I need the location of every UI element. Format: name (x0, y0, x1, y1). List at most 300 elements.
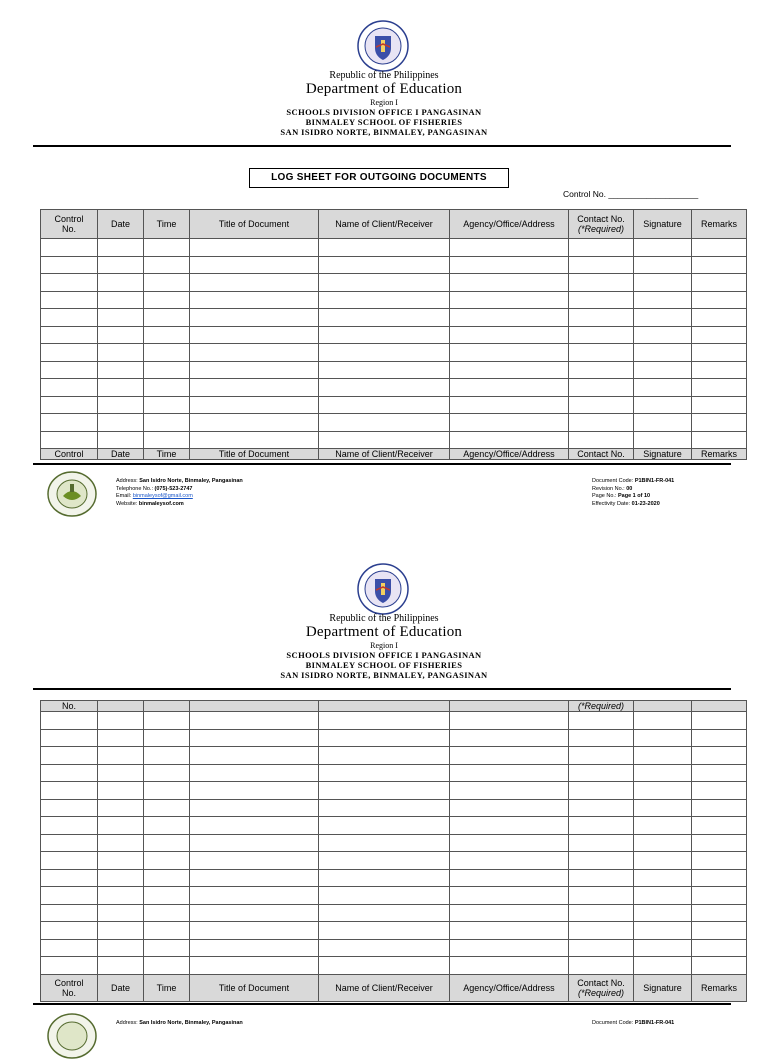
cell-contact-no[interactable] (569, 887, 634, 905)
doc-code-label: Document Code: (592, 1020, 634, 1026)
cell-remarks[interactable] (692, 256, 747, 274)
cell-title-of-document[interactable] (190, 764, 319, 782)
cell-control-no[interactable] (41, 291, 98, 309)
cell-remarks[interactable] (692, 764, 747, 782)
table-row (41, 431, 747, 449)
cell-remarks[interactable] (692, 309, 747, 327)
cell-title-of-document[interactable] (190, 239, 319, 257)
cell-control-no[interactable] (41, 817, 98, 835)
cell-title-of-document[interactable] (190, 379, 319, 397)
cell-client-receiver[interactable] (319, 852, 450, 870)
cell-client-receiver[interactable] (319, 256, 450, 274)
cell-title-of-document[interactable] (190, 414, 319, 432)
cell-contact-no[interactable] (569, 431, 634, 449)
cell-date[interactable] (98, 852, 144, 870)
cell-signature[interactable] (634, 431, 692, 449)
cell-client-receiver[interactable] (319, 431, 450, 449)
column-header-contact-no (569, 449, 634, 460)
cell-remarks[interactable] (692, 904, 747, 922)
cell-time[interactable] (144, 939, 190, 957)
cell-title-of-document[interactable] (190, 344, 319, 362)
cell-agency-office-address[interactable] (450, 414, 569, 432)
cell-agency-office-address[interactable] (450, 291, 569, 309)
school-seal-icon (46, 470, 98, 518)
cell-time[interactable] (144, 817, 190, 835)
cell-date[interactable] (98, 291, 144, 309)
cell-agency-office-address[interactable] (450, 869, 569, 887)
cell-control-no[interactable] (41, 729, 98, 747)
cell-agency-office-address[interactable] (450, 309, 569, 327)
cell-signature[interactable] (634, 361, 692, 379)
cell-date[interactable] (98, 957, 144, 975)
website-label: Website: (116, 500, 138, 507)
cell-title-of-document[interactable] (190, 431, 319, 449)
cell-remarks[interactable] (692, 379, 747, 397)
cell-date[interactable] (98, 869, 144, 887)
table-row (41, 957, 747, 975)
cell-title-of-document[interactable] (190, 291, 319, 309)
cell-client-receiver[interactable] (319, 274, 450, 292)
cell-time[interactable] (144, 922, 190, 940)
cell-signature[interactable] (634, 957, 692, 975)
column-header-contact-no (569, 210, 634, 239)
cell-agency-office-address[interactable] (450, 782, 569, 800)
cell-contact-no[interactable] (569, 326, 634, 344)
cell-client-receiver[interactable] (319, 869, 450, 887)
cell-client-receiver[interactable] (319, 817, 450, 835)
division-text: SCHOOLS DIVISION OFFICE I PANGASINAN (286, 650, 482, 660)
cell-client-receiver[interactable] (319, 291, 450, 309)
header-divider (33, 688, 731, 690)
column-header-client-receiver (319, 974, 450, 1001)
cell-date[interactable] (98, 817, 144, 835)
cell-time[interactable] (144, 379, 190, 397)
cell-signature[interactable] (634, 869, 692, 887)
cell-date[interactable] (98, 799, 144, 817)
cell-signature[interactable] (634, 834, 692, 852)
cell-time[interactable] (144, 869, 190, 887)
cell-signature[interactable] (634, 274, 692, 292)
cell-control-no[interactable] (41, 431, 98, 449)
cell-signature[interactable] (634, 239, 692, 257)
cell-date[interactable] (98, 379, 144, 397)
cell-title-of-document[interactable] (190, 274, 319, 292)
cell-date[interactable] (98, 431, 144, 449)
cell-client-receiver[interactable] (319, 957, 450, 975)
cell-title-of-document[interactable] (190, 782, 319, 800)
footer-divider (33, 463, 731, 465)
cell-title-of-document[interactable] (190, 361, 319, 379)
cell-signature[interactable] (634, 379, 692, 397)
cell-signature[interactable] (634, 764, 692, 782)
cell-client-receiver[interactable] (319, 799, 450, 817)
table-row (41, 239, 747, 257)
cell-client-receiver[interactable] (319, 396, 450, 414)
cell-control-no[interactable] (41, 239, 98, 257)
cell-client-receiver[interactable] (319, 887, 450, 905)
cell-client-receiver[interactable] (319, 904, 450, 922)
cell-remarks[interactable] (692, 344, 747, 362)
table-row (41, 782, 747, 800)
log-table-page-2 (40, 700, 747, 1002)
cell-signature[interactable] (634, 344, 692, 362)
cell-title-of-document[interactable] (190, 326, 319, 344)
cell-agency-office-address[interactable] (450, 239, 569, 257)
cell-client-receiver[interactable] (319, 939, 450, 957)
cell-contact-no[interactable] (569, 712, 634, 730)
cell-remarks[interactable] (692, 747, 747, 765)
cell-time[interactable] (144, 957, 190, 975)
cell-agency-office-address[interactable] (450, 887, 569, 905)
cell-remarks[interactable] (692, 239, 747, 257)
cell-date[interactable] (98, 344, 144, 362)
cell-control-no[interactable] (41, 274, 98, 292)
cell-signature[interactable] (634, 326, 692, 344)
cell-date[interactable] (98, 256, 144, 274)
header-text: Signature (643, 982, 682, 993)
cell-contact-no[interactable] (569, 782, 634, 800)
deped-seal-icon (357, 563, 409, 615)
column-header-control-no (41, 210, 98, 239)
cell-client-receiver[interactable] (319, 782, 450, 800)
cell-date[interactable] (98, 922, 144, 940)
cell-signature[interactable] (634, 747, 692, 765)
cell-remarks[interactable] (692, 922, 747, 940)
cell-control-no[interactable] (41, 309, 98, 327)
header-text: Signature (643, 219, 682, 229)
cell-agency-office-address[interactable] (450, 922, 569, 940)
cell-contact-no[interactable] (569, 379, 634, 397)
cell-date[interactable] (98, 887, 144, 905)
cell-date[interactable] (98, 396, 144, 414)
column-header-signature (634, 974, 692, 1001)
column-header-date (98, 701, 144, 712)
cell-control-no[interactable] (41, 834, 98, 852)
cell-control-no[interactable] (41, 344, 98, 362)
cell-client-receiver[interactable] (319, 729, 450, 747)
cell-time[interactable] (144, 344, 190, 362)
cell-title-of-document[interactable] (190, 957, 319, 975)
cell-agency-office-address[interactable] (450, 817, 569, 835)
cell-remarks[interactable] (692, 431, 747, 449)
cell-remarks[interactable] (692, 414, 747, 432)
column-header-agency-office-address (450, 210, 569, 239)
cell-remarks[interactable] (692, 957, 747, 975)
header-text: Signature (643, 449, 682, 459)
header-text: Remarks (700, 982, 737, 993)
cell-control-no[interactable] (41, 361, 98, 379)
cell-control-no[interactable] (41, 887, 98, 905)
cell-agency-office-address[interactable] (450, 957, 569, 975)
cell-remarks[interactable] (692, 361, 747, 379)
table-row (41, 326, 747, 344)
header-divider (33, 145, 731, 147)
cell-title-of-document[interactable] (190, 799, 319, 817)
cell-control-no[interactable] (41, 869, 98, 887)
cell-agency-office-address[interactable] (450, 431, 569, 449)
column-header-signature (634, 210, 692, 239)
cell-title-of-document[interactable] (190, 729, 319, 747)
division-text: SCHOOLS DIVISION OFFICE I PANGASINAN (286, 107, 482, 117)
cell-contact-no[interactable] (569, 396, 634, 414)
cell-signature[interactable] (634, 799, 692, 817)
cell-signature[interactable] (634, 414, 692, 432)
cell-client-receiver[interactable] (319, 747, 450, 765)
cell-date[interactable] (98, 764, 144, 782)
cell-contact-no[interactable] (569, 414, 634, 432)
cell-date[interactable] (98, 939, 144, 957)
cell-time[interactable] (144, 431, 190, 449)
cell-remarks[interactable] (692, 274, 747, 292)
column-header-title-of-document (190, 449, 319, 460)
cell-control-no[interactable] (41, 957, 98, 975)
header-text: Contact No. (577, 977, 625, 988)
table-row (41, 904, 747, 922)
cell-client-receiver[interactable] (319, 922, 450, 940)
cell-control-no[interactable] (41, 379, 98, 397)
cell-time[interactable] (144, 764, 190, 782)
cell-time[interactable] (144, 414, 190, 432)
address-block (116, 478, 243, 508)
cell-contact-no[interactable] (569, 239, 634, 257)
cell-agency-office-address[interactable] (450, 712, 569, 730)
cell-signature[interactable] (634, 887, 692, 905)
cell-time[interactable] (144, 782, 190, 800)
cell-contact-no[interactable] (569, 939, 634, 957)
school-name: BINMALEY SCHOOL OF FISHERIES (305, 660, 463, 670)
cell-title-of-document[interactable] (190, 396, 319, 414)
cell-control-no[interactable] (41, 764, 98, 782)
cell-time[interactable] (144, 799, 190, 817)
document-code-block (592, 478, 674, 508)
cell-date[interactable] (98, 782, 144, 800)
cell-remarks[interactable] (692, 291, 747, 309)
cell-contact-no[interactable] (569, 309, 634, 327)
address-value: San Isidro Norte, Binmaley, Pangasinan (139, 1020, 243, 1026)
header-text: Time (156, 449, 177, 459)
cell-agency-office-address[interactable] (450, 379, 569, 397)
cell-signature[interactable] (634, 904, 692, 922)
cell-client-receiver[interactable] (319, 764, 450, 782)
table-row (41, 817, 747, 835)
cell-agency-office-address[interactable] (450, 852, 569, 870)
cell-time[interactable] (144, 729, 190, 747)
cell-contact-no[interactable] (569, 852, 634, 870)
cell-title-of-document[interactable] (190, 817, 319, 835)
column-header-time (144, 449, 190, 460)
cell-client-receiver[interactable] (319, 344, 450, 362)
cell-contact-no[interactable] (569, 799, 634, 817)
cell-agency-office-address[interactable] (450, 396, 569, 414)
column-header-remarks (692, 210, 747, 239)
cell-client-receiver[interactable] (319, 712, 450, 730)
header-text: Name of Client/Receiver (335, 982, 433, 993)
header-text: Title of Document (218, 219, 290, 229)
cell-time[interactable] (144, 361, 190, 379)
cell-client-receiver[interactable] (319, 361, 450, 379)
cell-time[interactable] (144, 852, 190, 870)
cell-title-of-document[interactable] (190, 852, 319, 870)
cell-time[interactable] (144, 396, 190, 414)
cell-date[interactable] (98, 729, 144, 747)
cell-title-of-document[interactable] (190, 904, 319, 922)
column-header-control-no (41, 701, 98, 712)
cell-agency-office-address[interactable] (450, 274, 569, 292)
cell-time[interactable] (144, 239, 190, 257)
cell-control-no[interactable] (41, 922, 98, 940)
cell-title-of-document[interactable] (190, 887, 319, 905)
cell-signature[interactable] (634, 396, 692, 414)
cell-agency-office-address[interactable] (450, 764, 569, 782)
cell-time[interactable] (144, 834, 190, 852)
cell-contact-no[interactable] (569, 291, 634, 309)
cell-signature[interactable] (634, 291, 692, 309)
cell-signature[interactable] (634, 922, 692, 940)
region-text: Region I (370, 98, 398, 107)
cell-time[interactable] (144, 291, 190, 309)
cell-remarks[interactable] (692, 396, 747, 414)
cell-signature[interactable] (634, 817, 692, 835)
cell-contact-no[interactable] (569, 344, 634, 362)
cell-time[interactable] (144, 712, 190, 730)
cell-control-no[interactable] (41, 326, 98, 344)
cell-title-of-document[interactable] (190, 834, 319, 852)
cell-title-of-document[interactable] (190, 939, 319, 957)
cell-client-receiver[interactable] (319, 834, 450, 852)
school-name: BINMALEY SCHOOL OF FISHERIES (305, 117, 463, 127)
cell-agency-office-address[interactable] (450, 747, 569, 765)
cell-client-receiver[interactable] (319, 239, 450, 257)
table-row (41, 712, 747, 730)
cell-remarks[interactable] (692, 869, 747, 887)
cell-control-no[interactable] (41, 852, 98, 870)
header-text: Agency/Office/Address (463, 449, 555, 459)
cell-contact-no[interactable] (569, 817, 634, 835)
cell-agency-office-address[interactable] (450, 834, 569, 852)
cell-client-receiver[interactable] (319, 414, 450, 432)
cell-control-no[interactable] (41, 396, 98, 414)
cell-date[interactable] (98, 239, 144, 257)
cell-remarks[interactable] (692, 712, 747, 730)
cell-signature[interactable] (634, 256, 692, 274)
cell-signature[interactable] (634, 939, 692, 957)
cell-date[interactable] (98, 834, 144, 852)
email-link[interactable]: binmaleysof@gmail.com (132, 493, 193, 499)
cell-agency-office-address[interactable] (450, 799, 569, 817)
cell-agency-office-address[interactable] (450, 904, 569, 922)
cell-agency-office-address[interactable] (450, 326, 569, 344)
cell-remarks[interactable] (692, 852, 747, 870)
cell-remarks[interactable] (692, 326, 747, 344)
cell-contact-no[interactable] (569, 834, 634, 852)
cell-agency-office-address[interactable] (450, 729, 569, 747)
effectivity-value: 01-23-2020 (631, 500, 660, 507)
cell-client-receiver[interactable] (319, 309, 450, 327)
cell-contact-no[interactable] (569, 764, 634, 782)
cell-signature[interactable] (634, 309, 692, 327)
cell-contact-no[interactable] (569, 957, 634, 975)
cell-signature[interactable] (634, 782, 692, 800)
cell-time[interactable] (144, 904, 190, 922)
header-text: Agency/Office/Address (463, 982, 555, 993)
table-row (41, 256, 747, 274)
cell-title-of-document[interactable] (190, 869, 319, 887)
cell-control-no[interactable] (41, 939, 98, 957)
cell-signature[interactable] (634, 729, 692, 747)
table-row (41, 379, 747, 397)
cell-remarks[interactable] (692, 834, 747, 852)
cell-remarks[interactable] (692, 817, 747, 835)
column-header-control-no (41, 449, 98, 460)
cell-remarks[interactable] (692, 729, 747, 747)
cell-control-no[interactable] (41, 799, 98, 817)
cell-contact-no[interactable] (569, 922, 634, 940)
cell-time[interactable] (144, 747, 190, 765)
cell-contact-no[interactable] (569, 274, 634, 292)
cell-remarks[interactable] (692, 939, 747, 957)
table-row (41, 852, 747, 870)
column-header-date (98, 210, 144, 239)
cell-contact-no[interactable] (569, 729, 634, 747)
cell-remarks[interactable] (692, 887, 747, 905)
cell-date[interactable] (98, 274, 144, 292)
cell-control-no[interactable] (41, 782, 98, 800)
cell-control-no[interactable] (41, 712, 98, 730)
cell-contact-no[interactable] (569, 747, 634, 765)
cell-contact-no[interactable] (569, 256, 634, 274)
cell-date[interactable] (98, 414, 144, 432)
school-location: SAN ISIDRO NORTE, BINMALEY, PANGASINAN (280, 127, 488, 137)
cell-time[interactable] (144, 326, 190, 344)
cell-date[interactable] (98, 904, 144, 922)
cell-agency-office-address[interactable] (450, 361, 569, 379)
column-header-date (98, 974, 144, 1001)
column-header-remarks (692, 974, 747, 1001)
cell-remarks[interactable] (692, 782, 747, 800)
cell-date[interactable] (98, 309, 144, 327)
cell-control-no[interactable] (41, 414, 98, 432)
cell-agency-office-address[interactable] (450, 256, 569, 274)
cell-control-no[interactable] (41, 747, 98, 765)
cell-contact-no[interactable] (569, 869, 634, 887)
cell-client-receiver[interactable] (319, 326, 450, 344)
cell-control-no[interactable] (41, 904, 98, 922)
cell-signature[interactable] (634, 712, 692, 730)
cell-contact-no[interactable] (569, 904, 634, 922)
column-header-time (144, 210, 190, 239)
cell-remarks[interactable] (692, 799, 747, 817)
cell-time[interactable] (144, 274, 190, 292)
cell-agency-office-address[interactable] (450, 939, 569, 957)
cell-control-no[interactable] (41, 256, 98, 274)
cell-title-of-document[interactable] (190, 747, 319, 765)
cell-time[interactable] (144, 256, 190, 274)
cell-time[interactable] (144, 309, 190, 327)
cell-title-of-document[interactable] (190, 712, 319, 730)
cell-title-of-document[interactable] (190, 922, 319, 940)
cell-date[interactable] (98, 326, 144, 344)
cell-client-receiver[interactable] (319, 379, 450, 397)
cell-contact-no[interactable] (569, 361, 634, 379)
cell-date[interactable] (98, 361, 144, 379)
cell-title-of-document[interactable] (190, 309, 319, 327)
cell-title-of-document[interactable] (190, 256, 319, 274)
cell-date[interactable] (98, 747, 144, 765)
cell-signature[interactable] (634, 852, 692, 870)
cell-time[interactable] (144, 887, 190, 905)
cell-agency-office-address[interactable] (450, 344, 569, 362)
cell-date[interactable] (98, 712, 144, 730)
